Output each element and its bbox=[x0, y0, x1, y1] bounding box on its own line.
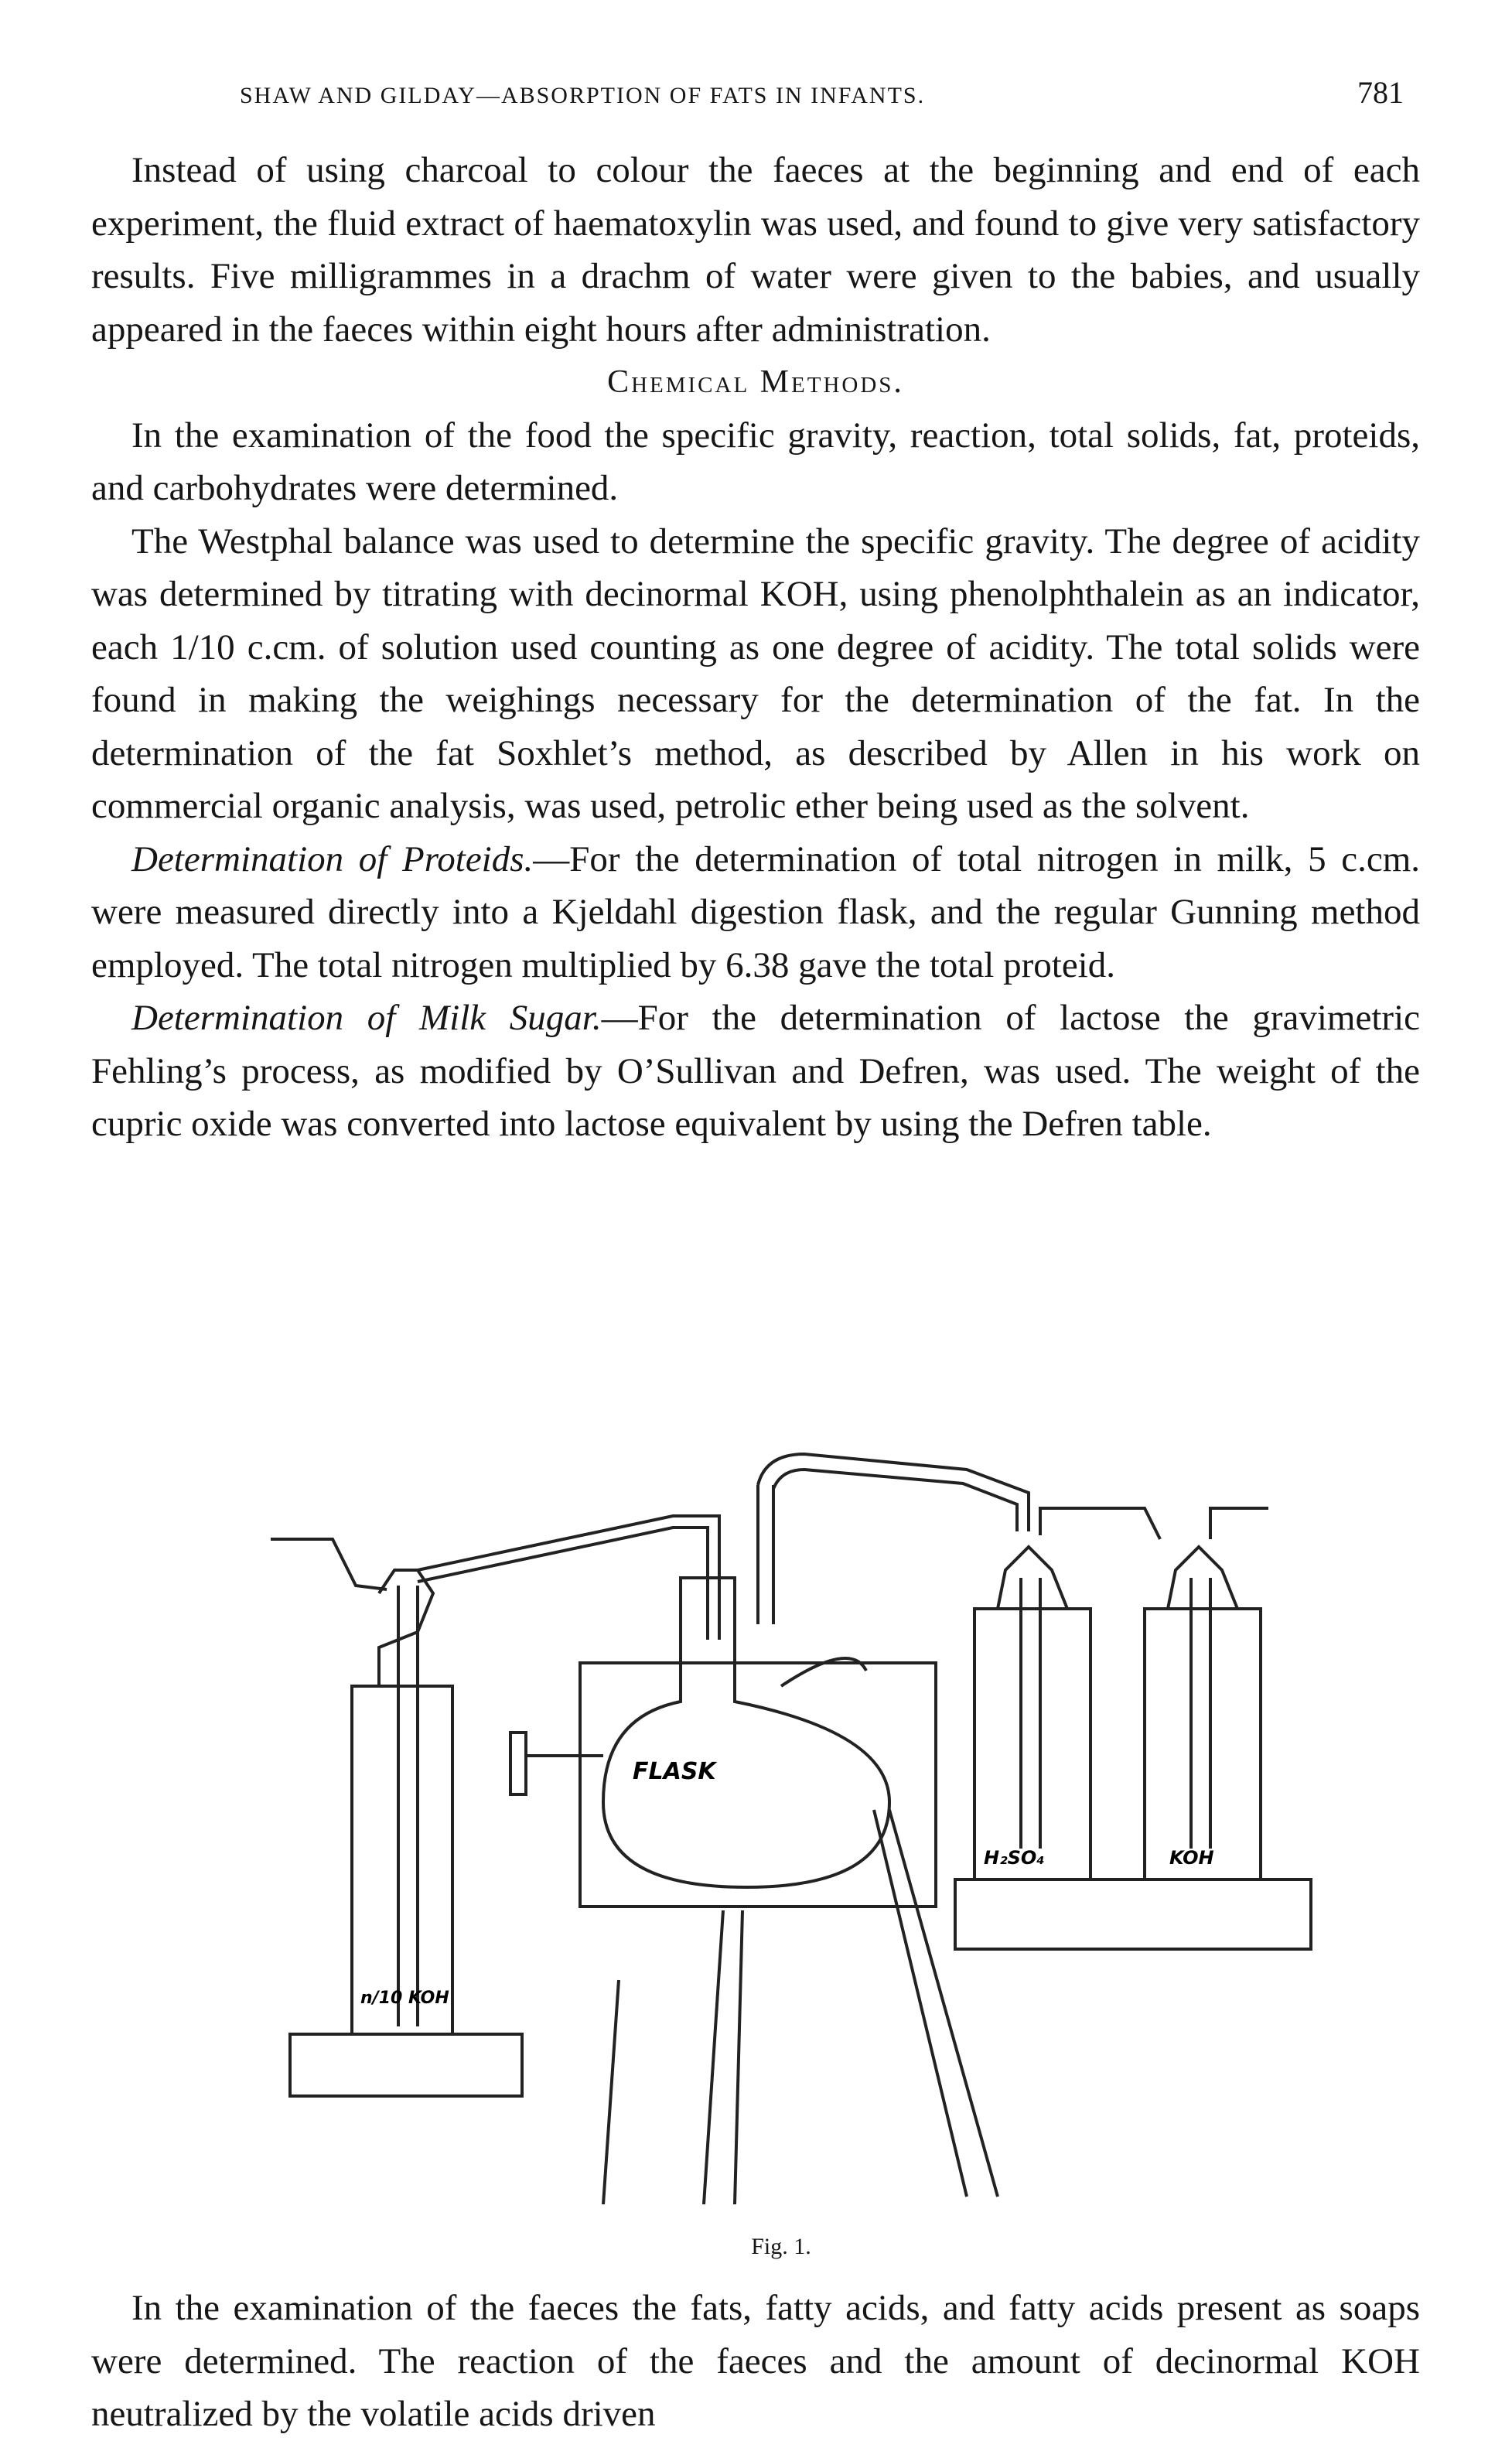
page-number: 781 bbox=[1357, 75, 1404, 110]
paragraph-proteids-body: —For the determination of total nitrogen in milk, 5 c.cm. were measured directly into a Kjeldahl digestion flask, and the regular Gunning method employed. The total nitrogen multiplied by 6.38 gave the total proteid. bbox=[91, 838, 1420, 985]
running-head: SHAW AND GILDAY—ABSORPTION OF FATS IN INFANTS. bbox=[240, 83, 926, 108]
subheading-milk-sugar: Determination of Milk Sugar. bbox=[131, 998, 602, 1038]
left-bottle-label: n/10 KOH bbox=[360, 1989, 449, 2008]
paragraph-milk-sugar-body: —For the determination of lactose the gravimetric Fehling’s process, as modified by O’Sullivan and Defren, was used. The weight of the cupric oxide was converted into lactose equivalent by using the Defren table. bbox=[91, 998, 1420, 1144]
paragraph-faeces-examination: In the examination of the faeces the fats, fatty acids, and fatty acids present as soaps were determined. The reaction of the faeces and the amount of decinormal KOH neutralized by the volatile acids driven bbox=[91, 2288, 1420, 2434]
figure-caption: Fig. 1. bbox=[751, 2234, 811, 2259]
middle-bottle bbox=[974, 1609, 1090, 1879]
section-heading-chemical-methods: Chemical Methods. bbox=[607, 364, 904, 400]
paragraph-food-examination: In the examination of the food the specific gravity, reaction, total solids, fat, proteids, and carbohydrates were determined. bbox=[91, 415, 1420, 508]
right-bottle bbox=[1145, 1609, 1261, 1879]
paragraph-westphal-balance: The Westphal balance was used to determine the specific gravity. The degree of acidity was determined by titrating with decinormal KOH, using phenolphthalein as an indicator, each 1/10 c.cm. of solution used counting as one degree of acidity. The total solids were found in making the weighings necessary for the determination of the fat. In the determination of the fat Soxhlet’s method, as described by Allen in his work on commercial organic analysis, was used, petrolic ether being used as the solvent. bbox=[91, 521, 1420, 826]
subheading-proteids: Determination of Proteids. bbox=[131, 838, 534, 879]
right-bottles-stand bbox=[955, 1879, 1311, 1949]
right-bottle-label: KOH bbox=[1169, 1847, 1214, 1869]
flask-label: FLASK bbox=[633, 1758, 716, 1785]
flask bbox=[603, 1578, 889, 1887]
body-text-lower bbox=[91, 2282, 1420, 2441]
left-bottle-stand bbox=[290, 2034, 522, 2096]
left-bottle-neck bbox=[379, 1570, 433, 1686]
paragraph-haematoxylin: Instead of using charcoal to colour the faeces at the beginning and end of each experiment, the fluid extract of haematoxylin was used, and found to give very satisfactory results. Five milligrammes in a drachm of water were given to the babies, and usually appeared in the faeces within eight hours after administration. bbox=[91, 150, 1420, 350]
left-bottle bbox=[352, 1686, 452, 2034]
middle-bottle-label: H₂SO₄ bbox=[984, 1847, 1045, 1869]
